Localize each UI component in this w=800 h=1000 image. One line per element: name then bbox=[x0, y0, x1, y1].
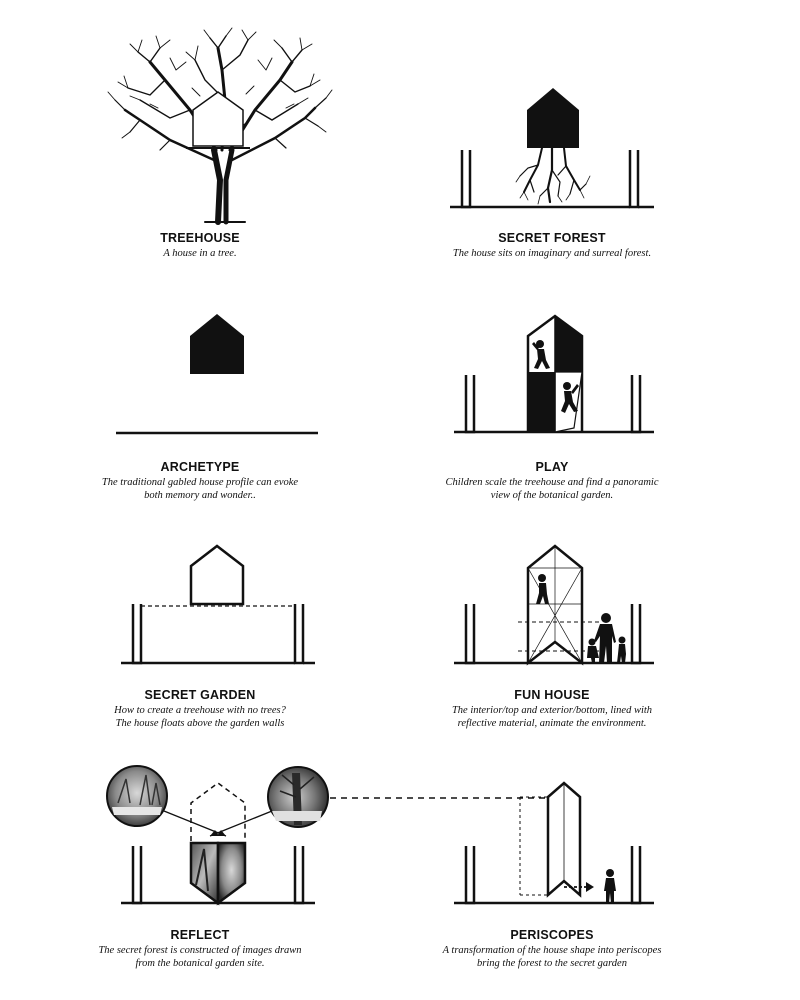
panel-description-line: The house floats above the garden walls bbox=[115, 718, 285, 729]
panel-description-line: view of the botanical garden. bbox=[490, 490, 614, 501]
left-wall-icon bbox=[462, 150, 470, 207]
panel-secret-forest bbox=[352, 0, 752, 265]
house-silhouette-icon bbox=[190, 314, 244, 374]
caption-secret-forest bbox=[352, 231, 752, 260]
panel-fun-house bbox=[352, 530, 752, 745]
panel-description-line: reflective material, animate the environment. bbox=[457, 718, 647, 729]
climbing-child-icon bbox=[532, 340, 550, 369]
play-illustration bbox=[352, 280, 752, 450]
left-wall-icon bbox=[133, 604, 141, 663]
child-figure-icon bbox=[617, 637, 626, 664]
panel-description-line: The house sits on imaginary and surreal forest. bbox=[452, 248, 652, 259]
treehouse-illustration bbox=[0, 0, 400, 230]
caption-periscopes bbox=[352, 928, 752, 970]
left-wall-icon bbox=[466, 604, 474, 663]
panel-title: PLAY bbox=[535, 460, 569, 474]
panel-title: SECRET GARDEN bbox=[144, 688, 256, 702]
right-wall-icon bbox=[295, 846, 303, 903]
fun-house-illustration bbox=[352, 530, 752, 680]
right-wall-icon bbox=[632, 375, 640, 432]
panel-description-line: A house in a tree. bbox=[163, 248, 237, 259]
right-wall-icon bbox=[632, 846, 640, 903]
mirror-house-icon bbox=[191, 843, 245, 903]
panel-description-line: How to create a treehouse with no trees? bbox=[114, 705, 286, 716]
panel-description-line: both memory and wonder.. bbox=[144, 490, 256, 501]
garden-photo-right bbox=[268, 767, 328, 827]
panel-description-line: The interior/top and exterior/bottom, lined with bbox=[451, 705, 653, 716]
panel-description-line: The secret forest is constructed of images drawn bbox=[98, 945, 302, 956]
floating-house-outline-icon bbox=[191, 546, 243, 604]
panel-title: ARCHETYPE bbox=[160, 460, 240, 474]
left-wall-icon bbox=[133, 846, 141, 903]
right-wall-icon bbox=[295, 604, 303, 663]
caption-treehouse bbox=[0, 231, 400, 260]
panel-description-line: from the botanical garden site. bbox=[135, 958, 265, 969]
panel-description-line: Children scale the treehouse and find a panoramic bbox=[445, 477, 659, 488]
panel-periscopes bbox=[352, 745, 752, 1000]
archetype-illustration bbox=[0, 280, 400, 450]
roots-icon bbox=[516, 148, 590, 204]
caption-secret-garden bbox=[0, 688, 400, 730]
caption-fun-house bbox=[352, 688, 752, 730]
periscope-icon bbox=[520, 783, 580, 895]
panel-title: SECRET FOREST bbox=[498, 231, 606, 245]
left-wall-icon bbox=[466, 375, 474, 432]
secret-garden-illustration bbox=[0, 530, 400, 680]
panel-title: REFLECT bbox=[170, 928, 230, 942]
panel-description-line: bring the forest to the secret garden bbox=[477, 958, 627, 969]
panel-description-line: A transformation of the house shape into periscopes bbox=[442, 945, 662, 956]
panel-secret-garden bbox=[0, 530, 400, 745]
caption-reflect bbox=[0, 928, 400, 970]
panel-reflect bbox=[0, 745, 400, 1000]
arrow-right-icon bbox=[586, 882, 594, 892]
right-wall-icon bbox=[632, 604, 640, 663]
panel-archetype bbox=[0, 280, 400, 520]
right-wall-icon bbox=[630, 150, 638, 207]
caption-play bbox=[352, 460, 752, 502]
panel-title: TREEHOUSE bbox=[160, 231, 240, 245]
panel-title: PERISCOPES bbox=[510, 928, 594, 942]
reflect-illustration bbox=[0, 745, 400, 925]
panel-title: FUN HOUSE bbox=[514, 688, 590, 702]
panel-description-line: The traditional gabled house profile can evoke bbox=[101, 477, 299, 488]
house-outline-icon bbox=[193, 92, 243, 146]
house-silhouette-icon bbox=[527, 88, 579, 148]
left-wall-icon bbox=[466, 846, 474, 903]
child-figure-icon bbox=[604, 869, 616, 903]
panel-treehouse bbox=[0, 0, 400, 265]
garden-photo-left bbox=[107, 766, 167, 826]
periscopes-illustration bbox=[352, 745, 752, 925]
secret-forest-illustration bbox=[352, 0, 752, 230]
caption-archetype bbox=[0, 460, 400, 502]
panel-play bbox=[352, 280, 752, 520]
